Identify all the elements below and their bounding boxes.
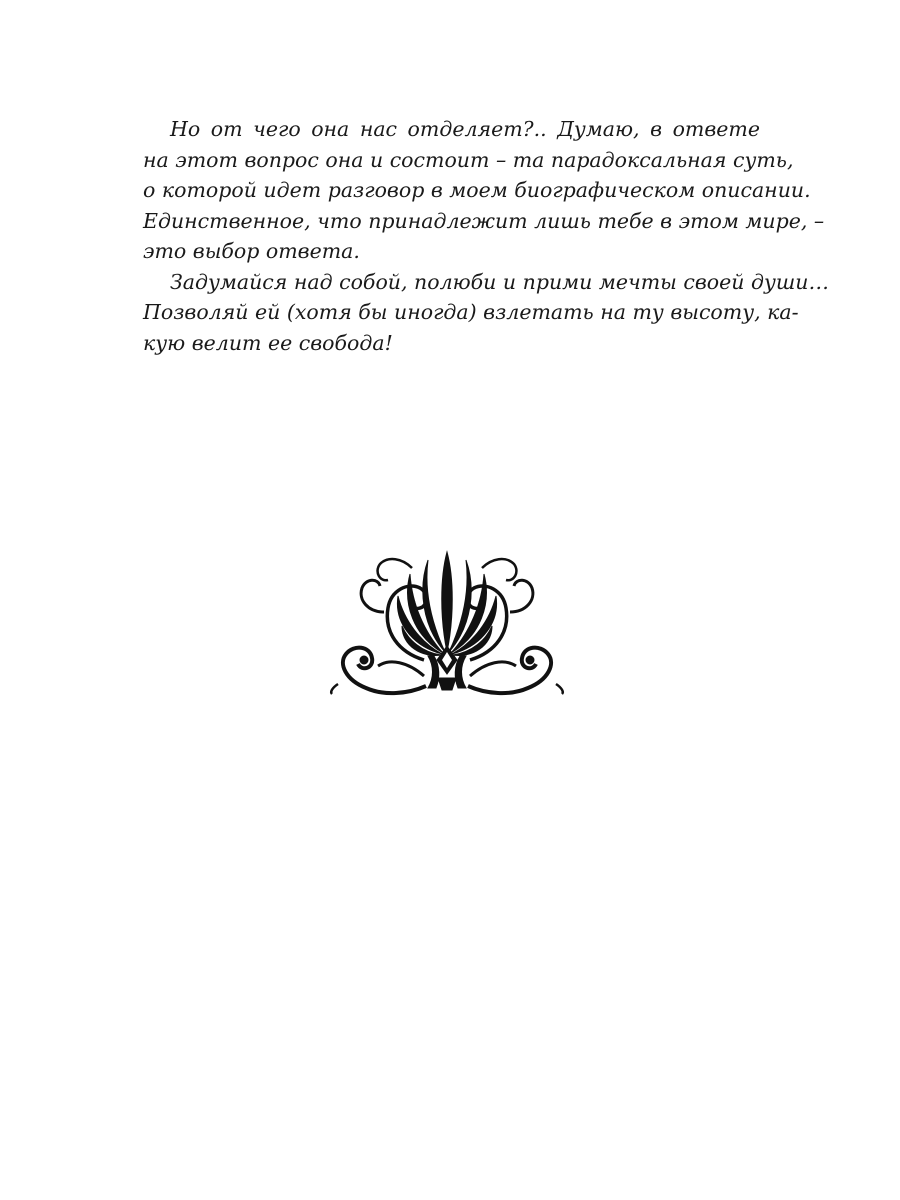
palmette-ornament-icon — [328, 548, 566, 696]
body-text — [143, 114, 830, 358]
text-line: о которой идет разговор в моем биографическом описании. — [143, 178, 811, 202]
text-line: это выбор ответа. — [143, 239, 360, 263]
paragraph-2 — [143, 267, 830, 359]
text-line: Позволяй ей (хотя бы иногда) взлетать на ту высоту, ка- — [143, 300, 799, 324]
text-line: кую велит ее свобода! — [143, 330, 393, 355]
text-line: Задумайся над собой, полюби и прими мечты своей души… — [170, 269, 830, 294]
paragraph-1 — [143, 114, 825, 267]
text-line: Но от чего она нас отделяет?.. Думаю, в ответе — [170, 117, 760, 141]
text-line: Единственное, что принадлежит лишь тебе в этом мире, – — [143, 208, 825, 233]
text-line: на этот вопрос она и состоит – та парадоксальная суть, — [143, 147, 794, 172]
